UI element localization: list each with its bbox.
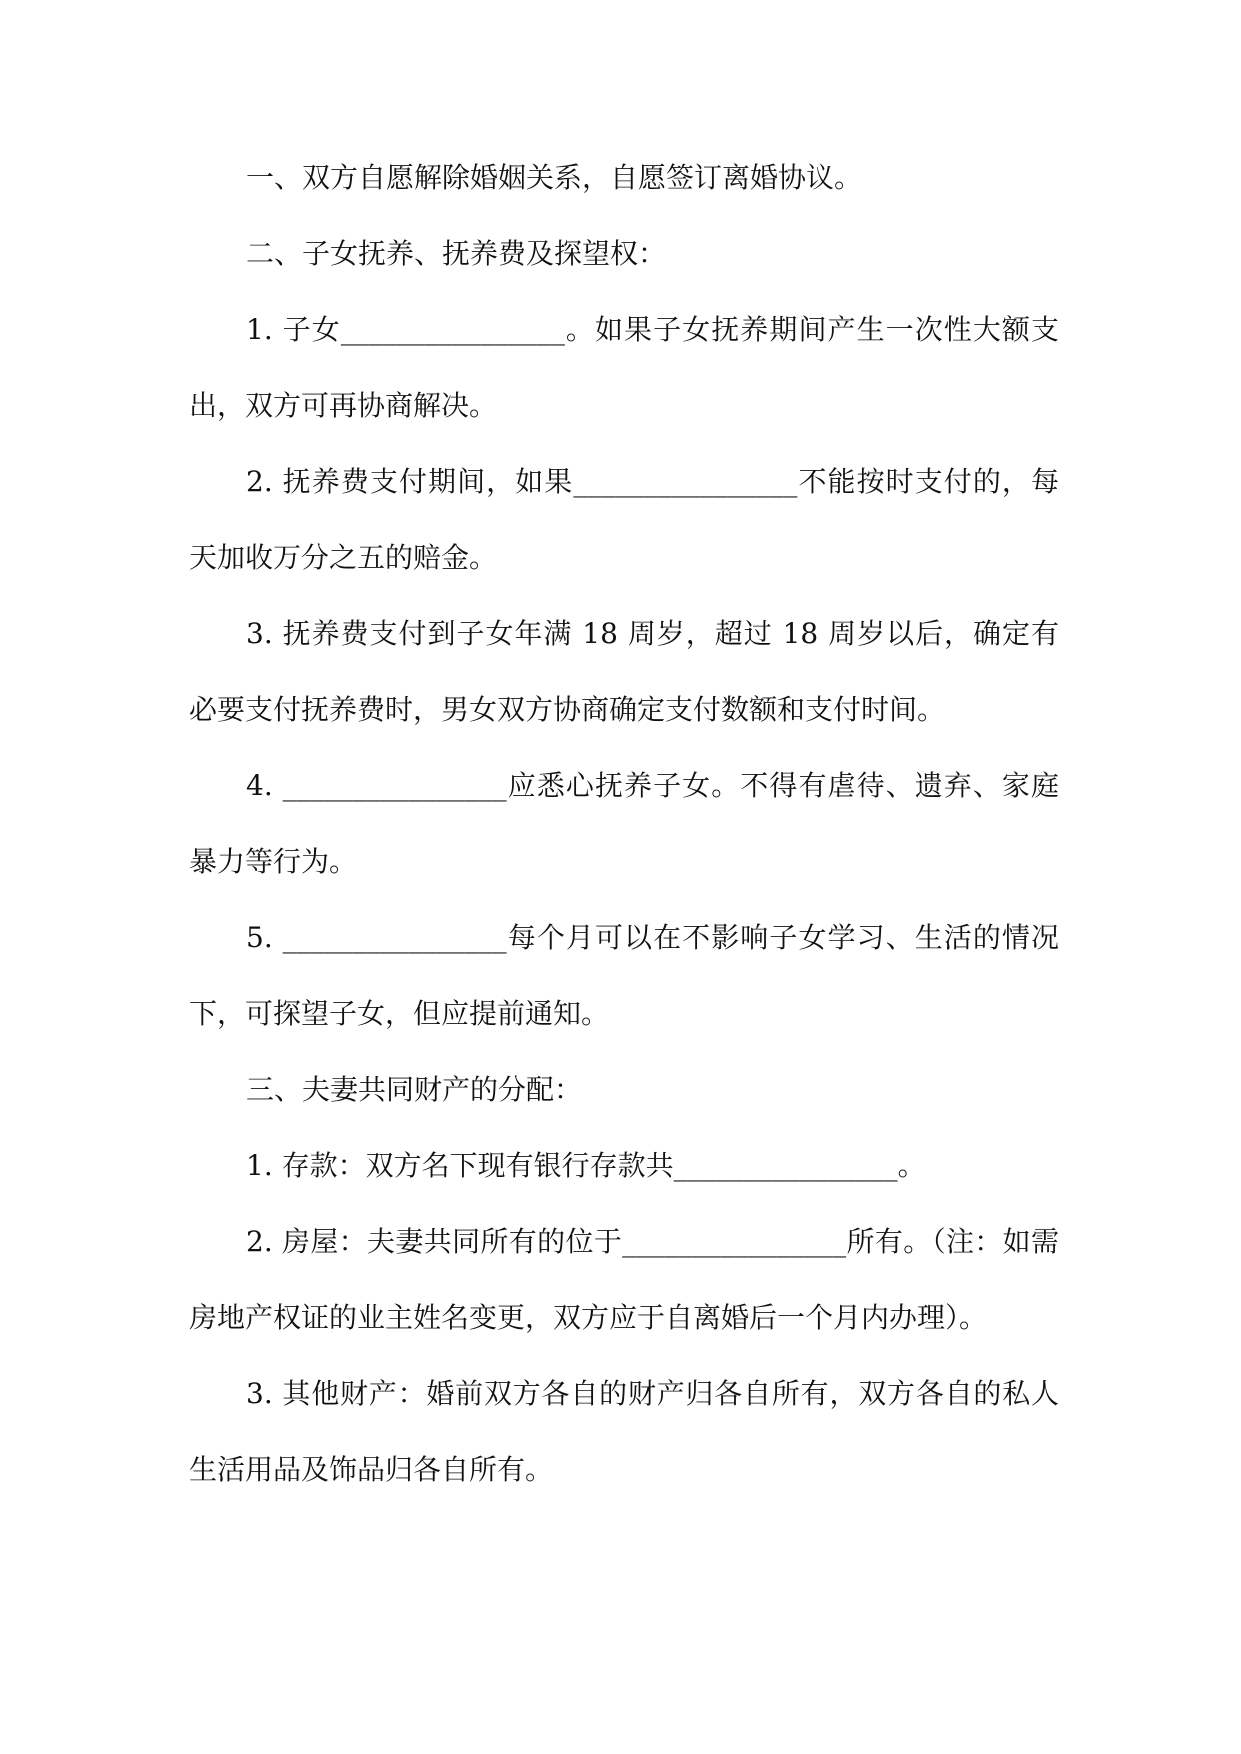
paragraph-section-3-heading: 三、夫妻共同财产的分配： (246, 1073, 583, 1106)
document-body (189, 140, 1059, 1508)
paragraph-care-obligation: 4. ________________应悉心抚养子女。不得有虐待、遗弃、家庭暴力等行为。 (189, 769, 1059, 878)
paragraph-support-age-limit: 3. 抚养费支付到子女年满 18 周岁，超过 18 周岁以后，确定有必要支付抚养费时，男女双方协商确定支付数额和支付时间。 (189, 617, 1059, 726)
paragraph-visitation: 5. ________________每个月可以在不影响子女学习、生活的情况下，可探望子女，但应提前通知。 (189, 921, 1059, 1030)
paragraph-housing: 2. 房屋：夫妻共同所有的位于________________所有。（注：如需房地产权证的业主姓名变更，双方应于自离婚后一个月内办理）。 (189, 1225, 1059, 1334)
paragraph-other-property: 3. 其他财产：婚前双方各自的财产归各自所有，双方各自的私人生活用品及饰品归各自所有。 (189, 1377, 1059, 1486)
paragraph-savings: 1. 存款：双方名下现有银行存款共________________。 (246, 1149, 926, 1182)
paragraph-support-late-payment: 2. 抚养费支付期间，如果________________不能按时支付的，每天加收万分之五的赔金。 (189, 465, 1059, 574)
paragraph-child-custody: 1. 子女________________。如果子女抚养期间产生一次性大额支出，双方可再协商解决。 (189, 313, 1059, 422)
paragraph-section-1: 一、双方自愿解除婚姻关系，自愿签订离婚协议。 (246, 161, 863, 194)
paragraph-section-2-heading: 二、子女抚养、抚养费及探望权： (246, 237, 667, 270)
